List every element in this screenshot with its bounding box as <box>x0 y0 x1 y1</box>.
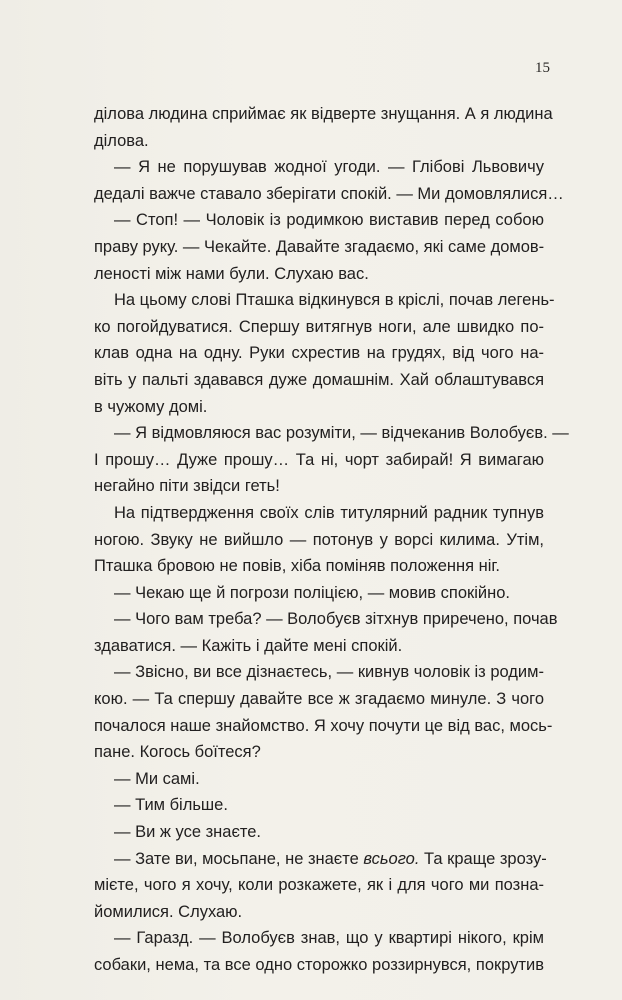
text-line: негайно піти звідси геть! <box>94 477 280 496</box>
text-line: ко погойдуватися. Спершу витягнув ноги, але швидко по- <box>94 317 544 336</box>
text-line: йомилися. Слухаю. <box>94 902 243 921</box>
text-line: собаки, нема, та все одно сторожко роззирнувся, покрутив <box>94 956 544 974</box>
text-line: ділова. <box>94 131 149 150</box>
text-line: — Я відмовляюся вас розуміти, — відчеканив Волобуєв. — <box>114 424 569 443</box>
text-line: здаватися. — Кажіть і дайте мені спокій. <box>94 636 403 655</box>
text-segment: — Зате ви, мосьпане, не знаєте <box>114 849 364 868</box>
text-line: — Тим більше. <box>114 796 228 815</box>
body-text <box>94 101 569 979</box>
text-line: На цьому слові Пташка відкинувся в кріслі, почав легень- <box>114 291 555 310</box>
text-line: На підтвердження своїх слів титулярний радник тупнув <box>114 503 544 522</box>
text-line: в чужому домі. <box>94 397 208 416</box>
text-line: дедалі важче ставало зберігати спокій. — Ми домовлялися… <box>94 184 564 203</box>
text-line: ногою. Звуку не вийшло — потонув у ворсі килима. Утім, <box>94 530 544 549</box>
text-line: — Звісно, ви все дізнаєтесь, — кивнув чоловік із родим- <box>114 663 544 682</box>
text-line: почалося наше знайомство. Я хочу почути це від вас, мось- <box>94 716 553 735</box>
text-line: пане. Когось боїтеся? <box>94 743 261 762</box>
page-number: 15 <box>535 60 550 76</box>
text-line: ділова людина сприймає як відверте знущання. А я людина <box>94 105 553 123</box>
text-line: — Я не порушував жодної угоди. — Глібові Львовичу <box>114 158 544 177</box>
text-line: леності між нами були. Слухаю вас. <box>94 264 369 283</box>
text-line: Пташка бровою не повів, хіба поміняв положення ніг. <box>94 557 500 576</box>
text-line: — Стоп! — Чоловік із родимкою виставив перед собою <box>114 211 544 230</box>
text-line: — Ви ж усе знаєте. <box>114 823 261 842</box>
text-line: — Ми самі. <box>114 769 200 788</box>
text-line: мієте, чого я хочу, коли розкажете, як і для чого ми позна- <box>94 876 544 895</box>
text-segment: Та краще зрозу- <box>419 849 547 868</box>
text-line <box>94 846 547 873</box>
text-line: — Чого вам треба? — Волобуєв зітхнув приречено, почав <box>114 610 558 629</box>
text-line: І прошу… Дуже прошу… Та ні, чорт забирай! Я вимагаю <box>94 450 544 469</box>
text-line: праву руку. — Чекайте. Давайте згадаємо, які саме домов- <box>94 237 545 256</box>
text-line: віть у пальті здавався дуже домашнім. Хай облаштувався <box>94 370 544 389</box>
text-line: — Чекаю ще й погрози поліцією, — мовив спокійно. <box>114 583 510 602</box>
text-line: — Гаразд. — Волобуєв знав, що у квартирі нікого, крім <box>114 929 544 948</box>
text-line: клав одна на одну. Руки схрестив на грудях, від чого на- <box>94 344 544 363</box>
italic-word: всього. <box>363 849 420 868</box>
text-line: кою. — Та спершу давайте все ж згадаємо минуле. З чого <box>94 690 544 709</box>
